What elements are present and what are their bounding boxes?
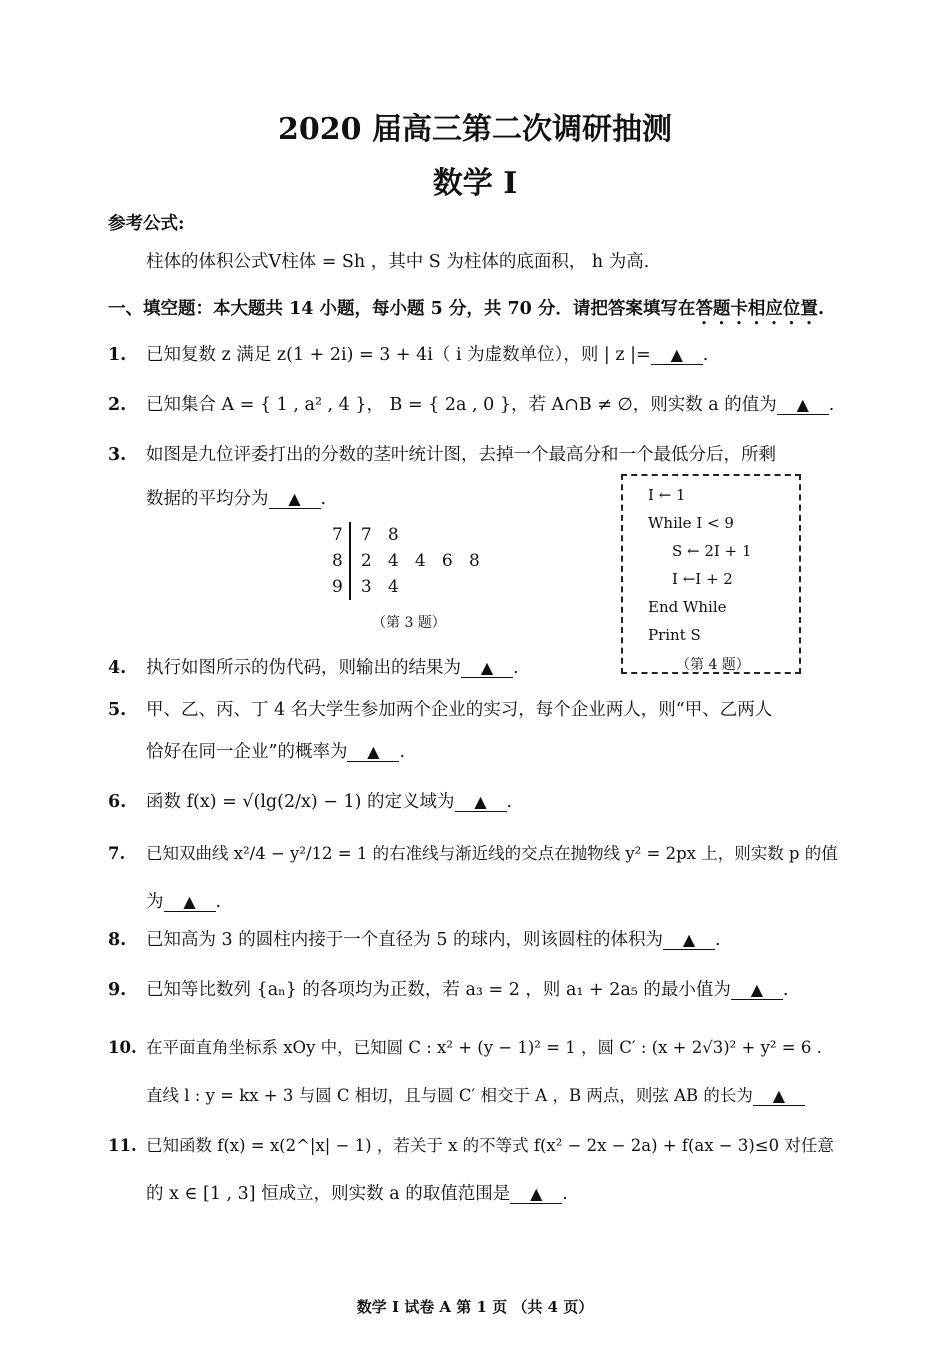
leaf-values: 2 4 4 6 8 <box>360 551 480 571</box>
question-2 <box>108 391 834 416</box>
code-line: I ← 1 <box>648 486 686 504</box>
question-text: 的 x ∈ [1 , 3] 恒成立，则实数 a 的取值范围是 <box>146 1184 511 1204</box>
question-text: 已知双曲线 x²/4 − y²/12 = 1 的右准线与渐近线的交点在抛物线 y² = 2px 上，则实数 p 的值 <box>146 844 838 863</box>
section-heading-end: . <box>817 299 825 319</box>
question-text: 在平面直角坐标系 xOy 中，已知圆 C : x² + (y − 1)² = 1 ，圆 C′ : (x + 2√3)² + y² = 6 . <box>146 1038 822 1057</box>
question-5 <box>108 696 772 721</box>
answer-blank: ▲ <box>455 792 507 812</box>
question-number: 8. <box>108 930 127 950</box>
question-text: 为 <box>146 892 164 912</box>
question-number: 7. <box>108 844 126 863</box>
leaf-values: 3 4 <box>360 577 399 597</box>
question-end: . <box>513 658 519 678</box>
question-7-line2 <box>146 888 221 913</box>
question-number: 3. <box>108 445 127 465</box>
reference-label: 参考公式: <box>108 214 185 234</box>
question-9 <box>108 976 788 1001</box>
question-number: 10. <box>108 1038 137 1057</box>
question-number: 4. <box>108 658 127 678</box>
question-end: . <box>828 395 835 415</box>
question-text: 已知高为 3 的圆柱内接于一个直径为 5 的球内，则该圆柱的体积为 <box>146 930 664 950</box>
question-text: 已知复数 z 满足 z(1 + 2i) = 3 + 4i（ i 为虚数单位），则 | z |= <box>146 345 651 365</box>
page-subtitle: 数学 Ⅰ <box>432 166 518 201</box>
question-11 <box>108 1132 834 1156</box>
question-text: 数据的平均分为 <box>146 489 269 509</box>
page-title: 2020 届高三第二次调研抽测 <box>278 112 672 147</box>
answer-blank: ▲ <box>461 658 513 678</box>
answer-blank: ▲ <box>164 892 216 912</box>
question-number: 6. <box>108 792 127 812</box>
page-footer: 数学 Ⅰ 试卷 A 第 1 页 （共 4 页） <box>356 1298 594 1316</box>
question-11-line2 <box>146 1180 568 1205</box>
stem-value: 7 <box>322 522 350 548</box>
question-number: 11. <box>108 1136 137 1155</box>
question-end: . <box>215 892 222 912</box>
question-text: 恰好在同一企业”的概率为 <box>146 742 348 762</box>
question-end: . <box>506 792 513 812</box>
question-text: 已知等比数列 {aₙ} 的各项均为正数，若 a₃ = 2 ，则 a₁ + 2a₅ 的最小值为 <box>146 980 731 1000</box>
question-text: 甲、乙、丙、丁 4 名大学生参加两个企业的实习，每个企业两人，则“甲、乙两人 <box>146 700 773 720</box>
code-line: Print S <box>648 626 701 644</box>
answer-blank: ▲ <box>269 489 321 509</box>
question-text: 已知函数 f(x) = x(2^|x| − 1) ，若关于 x 的不等式 f(x² − 2x − 2a) + f(ax − 3)≤0 对任意 <box>146 1136 834 1155</box>
question-text: 如图是九位评委打出的分数的茎叶统计图，去掉一个最高分和一个最低分后，所剩 <box>146 445 776 465</box>
question-3 <box>108 441 776 466</box>
question-end: . <box>715 930 721 950</box>
question-end: . <box>399 742 406 762</box>
stem-leaf-caption: （第 3 题） <box>372 615 446 631</box>
question-4 <box>108 654 519 679</box>
question-text: 执行如图所示的伪代码，则输出的结果为 <box>146 658 461 678</box>
code-line: S ← 2I + 1 <box>672 542 752 560</box>
question-text: 函数 f(x) = √(lg(2/x) − 1) 的定义域为 <box>146 792 455 812</box>
question-end: . <box>320 489 327 509</box>
question-3-line2 <box>146 485 326 510</box>
stem-value: 9 <box>322 574 350 600</box>
question-1 <box>108 341 708 366</box>
question-text: 直线 l : y = kx + 3 与圆 C 相切，且与圆 C′ 相交于 A ，B 两点，则弦 AB 的长为 <box>146 1086 753 1105</box>
answer-blank: ▲ <box>347 742 399 762</box>
section-heading <box>108 295 824 329</box>
stem-leaf-plot <box>322 522 486 600</box>
code-line: End While <box>648 598 727 616</box>
question-end: . <box>562 1184 568 1204</box>
code-line: While I < 9 <box>648 514 734 532</box>
answer-blank: ▲ <box>731 980 783 1000</box>
question-number: 9. <box>108 980 127 1000</box>
answer-blank: ▲ <box>777 395 829 415</box>
question-8 <box>108 926 721 951</box>
answer-blank: ▲ <box>651 345 703 365</box>
question-6 <box>108 788 512 813</box>
question-number: 5. <box>108 700 127 720</box>
question-number: 2. <box>108 395 127 415</box>
question-5-line2 <box>146 738 405 763</box>
code-line: I ←I + 2 <box>672 570 733 588</box>
answer-blank: ▲ <box>510 1184 562 1204</box>
question-number: 1. <box>108 345 127 365</box>
question-10 <box>108 1034 822 1058</box>
section-heading-emphasis: 答题卡相应位置 <box>695 299 818 319</box>
stem-value: 8 <box>322 548 350 574</box>
answer-blank: ▲ <box>663 930 715 950</box>
leaf-values: 7 8 <box>360 525 399 545</box>
question-10-line2 <box>146 1082 805 1106</box>
question-end: . <box>782 980 789 1000</box>
question-7 <box>108 840 838 864</box>
answer-blank: ▲ <box>753 1086 805 1106</box>
section-heading-text: 一、填空题：本大题共 14 小题，每小题 5 分，共 70 分．请把答案填写在 <box>108 299 696 319</box>
question-end: . <box>702 345 709 365</box>
reference-formula: 柱体的体积公式V柱体 = Sh ，其中 S 为柱体的底面积， h 为高. <box>146 252 650 272</box>
pseudocode-caption: （第 4 题） <box>676 657 750 673</box>
question-text: 已知集合 A = { 1 , a² , 4 }， B = { 2a , 0 }，若 A∩B ≠ ∅，则实数 a 的值为 <box>146 395 777 415</box>
